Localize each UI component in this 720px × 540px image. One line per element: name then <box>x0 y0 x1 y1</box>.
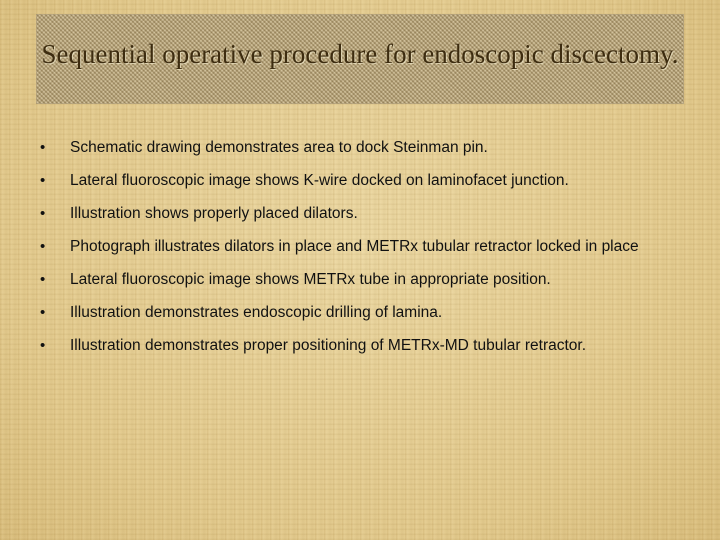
bullet-text: Illustration demonstrates proper positioning of METRx-MD tubular retractor. <box>70 337 587 354</box>
bullet-icon: • <box>40 271 46 288</box>
bullet-text: Illustration demonstrates endoscopic drilling of lamina. <box>70 304 443 321</box>
bullet-icon: • <box>40 337 46 354</box>
bullet-text: Schematic drawing demonstrates area to dock Steinman pin. <box>70 139 488 156</box>
list-item <box>36 136 676 160</box>
bullet-icon: • <box>40 172 46 189</box>
list-item <box>36 268 676 292</box>
bullet-text: Illustration shows properly placed dilators. <box>70 205 358 222</box>
slide-title: Sequential operative procedure for endoscopic discectomy. <box>41 39 679 69</box>
list-item <box>36 235 676 259</box>
bullet-text: Photograph illustrates dilators in place and METRx tubular retractor locked in place <box>70 238 639 255</box>
list-item <box>36 169 676 193</box>
bullet-text: Lateral fluoroscopic image shows K-wire docked on laminofacet junction. <box>70 172 569 189</box>
bullet-icon: • <box>40 304 46 321</box>
list-item <box>36 334 676 358</box>
list-item <box>36 301 676 325</box>
list-item <box>36 202 676 226</box>
bullet-icon: • <box>40 205 46 222</box>
bullet-list <box>36 136 676 367</box>
bullet-icon: • <box>40 238 46 255</box>
bullet-icon: • <box>40 139 46 156</box>
bullet-text: Lateral fluoroscopic image shows METRx tube in appropriate position. <box>70 271 551 288</box>
